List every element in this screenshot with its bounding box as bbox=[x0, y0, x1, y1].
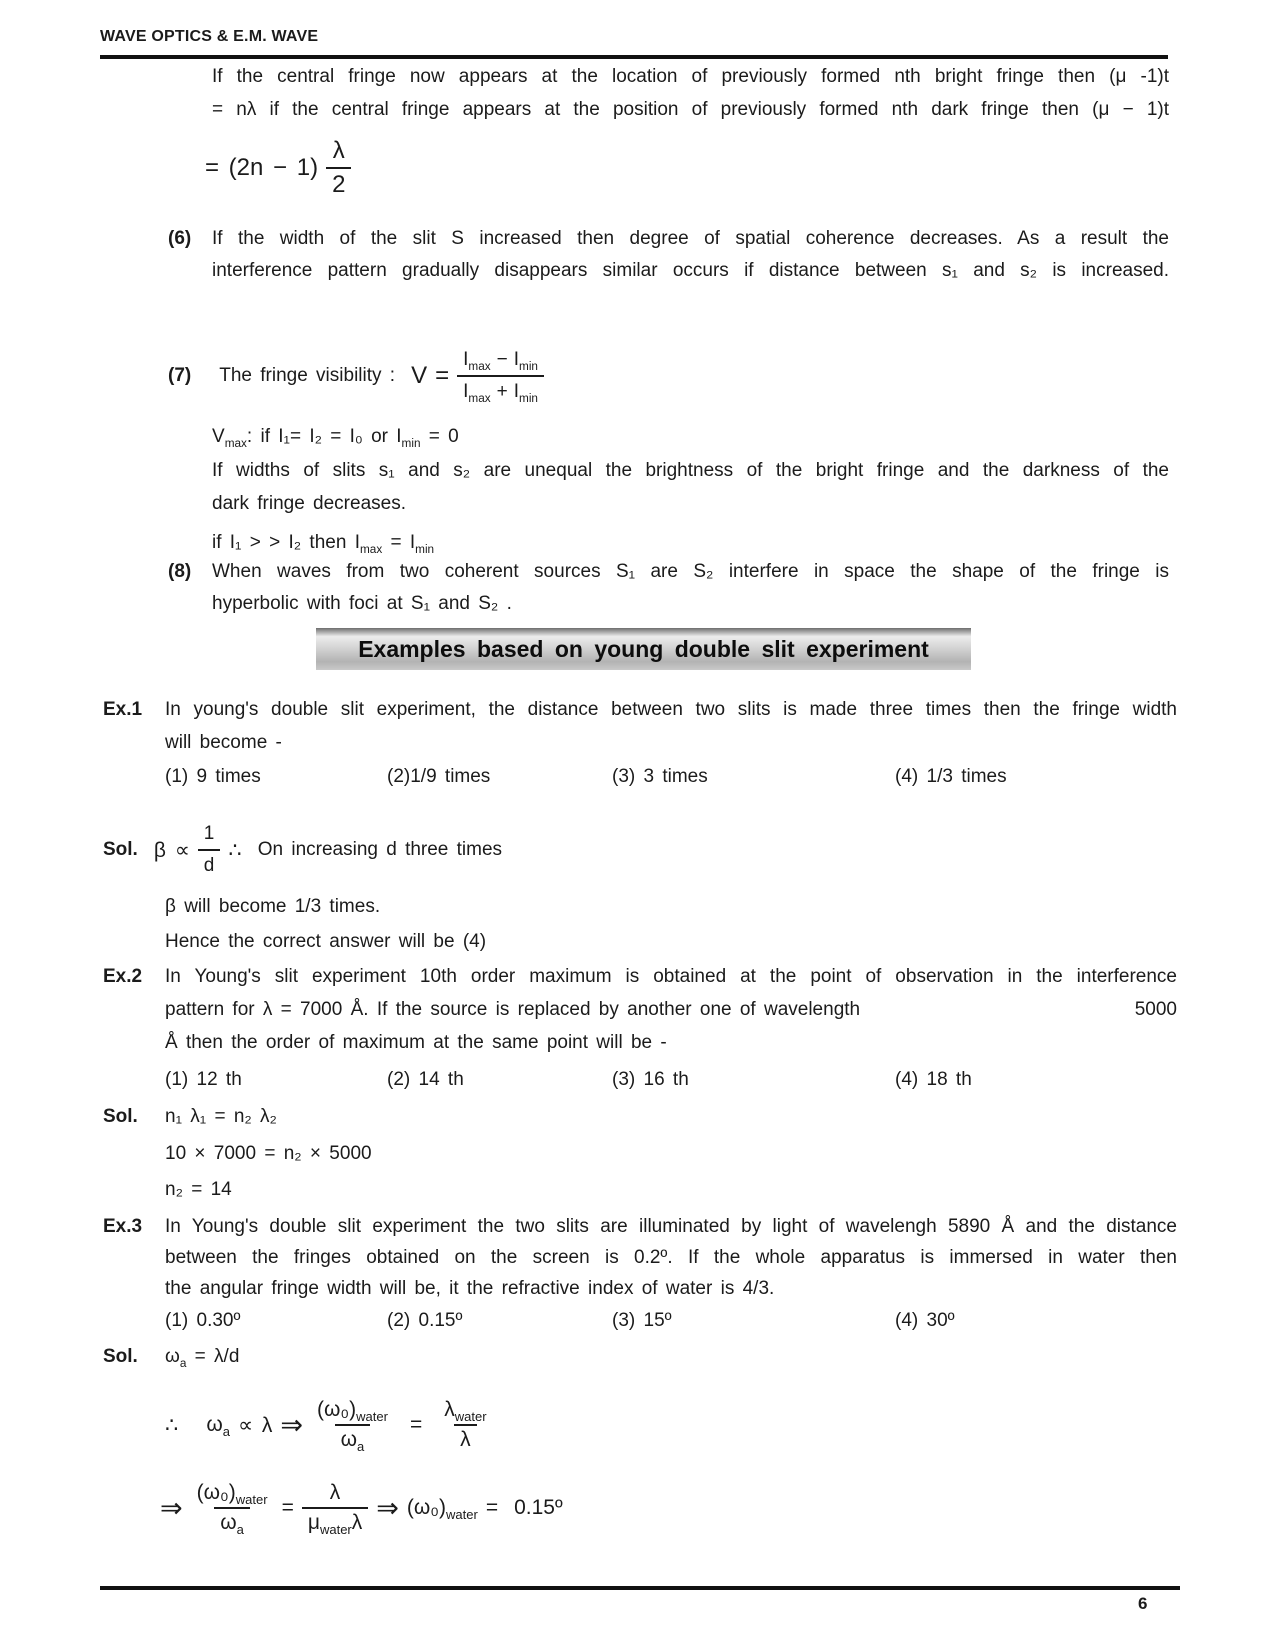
intro-line-1: If the central fringe now appears at the location of previously formed nth bright fringe then (μ -1)t bbox=[212, 66, 1169, 87]
ex2-option-3: (3) 16 th bbox=[612, 1069, 689, 1090]
fraction-numerator: 1 bbox=[203, 823, 215, 844]
symbol-lambda: λ bbox=[444, 1398, 455, 1421]
equals-sign: = bbox=[485, 1496, 499, 1519]
sol1-row bbox=[103, 818, 502, 882]
item-7-row bbox=[168, 340, 544, 412]
intro-line-2: = nλ if the central fringe appears at the position of previously formed nth dark fringe then (μ − 1)t bbox=[212, 99, 1169, 120]
item-8-line-2: hyperbolic with foci at S₁ and S₂ . bbox=[212, 593, 512, 614]
item-8-line-1: When waves from two coherent sources S₁ are S₂ interfere in space the shape of the fringe is bbox=[212, 561, 1169, 582]
omega-zero-paren: (ω₀) bbox=[317, 1398, 357, 1421]
implies-arrow: ⇒ bbox=[376, 1492, 399, 1523]
ex2-option-2: (2) 14 th bbox=[387, 1069, 464, 1090]
item-8-marker: (8) bbox=[168, 561, 192, 582]
result-value: 0.15º bbox=[514, 1496, 563, 1519]
subscript-min: min bbox=[519, 391, 538, 405]
equals-sign: = bbox=[409, 1413, 423, 1436]
symbol-lambda: λ bbox=[460, 1428, 471, 1451]
omega-water-result bbox=[406, 1496, 478, 1523]
ex3-line-2: between the fringes obtained on the screen is 0.2º. If the whole apparatus is immersed in water then bbox=[165, 1247, 1177, 1268]
subscript-max: max bbox=[224, 436, 247, 450]
symbol-lambda: λ bbox=[329, 1481, 341, 1504]
vmax-condition-end: = 0 bbox=[420, 426, 459, 447]
ex3-options-row bbox=[165, 1308, 1177, 1334]
ex2-option-4: (4) 18 th bbox=[895, 1069, 972, 1090]
item-6-line-2: interference pattern gradually disappears similar occurs if distance between s₁ and s₂ is increased. bbox=[212, 260, 1169, 281]
implies-arrow: ⇒ bbox=[280, 1409, 303, 1440]
sol2-line-3: n₂ = 14 bbox=[165, 1179, 232, 1200]
visibility-v: V bbox=[411, 362, 428, 389]
ex3-option-4: (4) 30º bbox=[895, 1310, 955, 1331]
vmax-condition-line bbox=[212, 424, 459, 450]
sol1-text: On increasing d three times bbox=[257, 839, 503, 860]
ex3-option-3: (3) 15º bbox=[612, 1310, 672, 1331]
symbol-lambda: λ bbox=[351, 1511, 363, 1534]
subscript-min: min bbox=[415, 542, 435, 556]
subscript-min: min bbox=[519, 359, 538, 373]
symbol-mu: μ bbox=[307, 1511, 320, 1534]
ex2-option-1: (1) 12 th bbox=[165, 1069, 242, 1090]
item-7-marker: (7) bbox=[168, 365, 192, 386]
page-number: 6 bbox=[1138, 1594, 1148, 1613]
vmax-condition-text: : if I₁= I₂ = I₀ or I bbox=[246, 426, 402, 447]
sol1-line-2: β will become 1/3 times. bbox=[165, 896, 381, 917]
plus-sign: + bbox=[496, 381, 508, 402]
ex2-line-2 bbox=[165, 997, 1177, 1023]
subscript-a: a bbox=[222, 1424, 231, 1440]
ex1-option-2: (2)1/9 times bbox=[387, 766, 491, 787]
therefore-sign: ∴ bbox=[165, 1413, 179, 1437]
sol3-formula-2 bbox=[160, 1468, 563, 1548]
sol3-head-rest: = λ/d bbox=[186, 1346, 240, 1367]
sol3-head-line bbox=[165, 1344, 239, 1370]
sol2-marker: Sol. bbox=[103, 1106, 138, 1127]
fraction-denominator bbox=[302, 1507, 368, 1538]
subscript-max: max bbox=[468, 391, 491, 405]
symbol-I: I bbox=[463, 381, 469, 402]
page-title: WAVE OPTICS & E.M. WAVE bbox=[100, 28, 319, 45]
subscript-water: water bbox=[356, 1409, 388, 1425]
minus-sign: − bbox=[496, 349, 508, 370]
proportional-lambda: ∝ λ bbox=[238, 1413, 273, 1437]
subscript-a: a bbox=[236, 1522, 244, 1538]
symbol-omega: ω bbox=[340, 1428, 358, 1451]
header-rule bbox=[100, 55, 1168, 59]
ex1-marker: Ex.1 bbox=[103, 699, 143, 720]
footer-rule bbox=[100, 1586, 1180, 1590]
ex1-line-2: will become - bbox=[165, 732, 282, 753]
condition-equals: = I bbox=[382, 532, 416, 553]
therefore-sign: ∴ bbox=[228, 838, 242, 862]
ex2-marker: Ex.2 bbox=[103, 966, 143, 987]
ex3-marker: Ex.3 bbox=[103, 1216, 143, 1237]
formula-2n-minus-1 bbox=[205, 138, 351, 198]
implies-arrow: ⇒ bbox=[160, 1492, 183, 1523]
fraction-lambda-water-over-lambda bbox=[438, 1398, 492, 1452]
ex2-line-3: Å then the order of maximum at the same point will be - bbox=[165, 1032, 667, 1053]
symbol-omega: ω bbox=[220, 1511, 237, 1534]
item-6-line-1: If the width of the slit S increased then degree of spatial coherence decreases. As a result the bbox=[212, 228, 1169, 249]
ex1-option-4: (4) 1/3 times bbox=[895, 766, 1007, 787]
fraction-numerator: λ bbox=[332, 137, 345, 164]
subscript-min: min bbox=[401, 436, 421, 450]
subscript-water: water bbox=[319, 1522, 352, 1538]
subscript-max: max bbox=[359, 542, 383, 556]
fraction-1-over-d bbox=[198, 821, 221, 879]
symbol-I: I bbox=[513, 381, 520, 402]
unequal-widths-line-1: If widths of slits s₁ and s₂ are unequal the brightness of the bright fringe and the darkness of the bbox=[212, 460, 1169, 481]
fraction-denominator: d bbox=[198, 849, 221, 879]
fraction-denominator bbox=[454, 1424, 477, 1452]
ex3-line-3: the angular fringe width will be, it the refractive index of water is 4/3. bbox=[165, 1278, 775, 1299]
item-7-label: The fringe visibility : bbox=[219, 365, 396, 386]
ex3-option-2: (2) 0.15º bbox=[387, 1310, 463, 1331]
symbol-V: V bbox=[212, 426, 225, 447]
item-6-marker: (6) bbox=[168, 228, 192, 249]
fraction-denominator: 2 bbox=[326, 167, 351, 199]
sol2-line-1: n₁ λ₁ = n₂ λ₂ bbox=[165, 1106, 277, 1127]
subscript-a: a bbox=[179, 1356, 187, 1370]
ex2-line-2-text: pattern for λ = 7000 Å. If the source is replaced by another one of wavelength bbox=[165, 999, 861, 1020]
omega-a-term bbox=[206, 1413, 231, 1440]
symbol-omega: ω bbox=[165, 1346, 180, 1367]
fraction-lambda-over-2 bbox=[326, 137, 351, 199]
ex2-line-1: In Young's slit experiment 10th order maximum is obtained at the point of observation in the interference bbox=[165, 966, 1177, 987]
symbol-I: I bbox=[513, 349, 520, 370]
unequal-widths-line-2: dark fringe decreases. bbox=[212, 493, 406, 514]
sol1-marker: Sol. bbox=[103, 839, 138, 860]
symbol-omega: ω bbox=[206, 1413, 223, 1436]
fraction-numerator bbox=[438, 1398, 492, 1424]
symbol-I: I bbox=[463, 349, 469, 370]
ex2-options-row bbox=[165, 1067, 1177, 1093]
subscript-water: water bbox=[235, 1492, 268, 1508]
sol1-line-3: Hence the correct answer will be (4) bbox=[165, 931, 487, 952]
equals-sign: = bbox=[435, 362, 450, 389]
ex1-option-3: (3) 3 times bbox=[612, 766, 708, 787]
fraction-omega-water-over-omega-a bbox=[311, 1398, 394, 1455]
subscript-max: max bbox=[468, 359, 491, 373]
fraction-lambda-over-mu-water-lambda bbox=[302, 1481, 368, 1538]
section-title: Examples based on young double slit experiment bbox=[358, 635, 929, 662]
fraction-denominator bbox=[214, 1507, 250, 1538]
formula-lead: = (2n − 1) bbox=[205, 154, 319, 181]
omega-zero-paren: (ω₀) bbox=[196, 1481, 236, 1504]
condition-text: if I₁ > > I₂ then I bbox=[212, 532, 360, 553]
sol3-formula-1 bbox=[165, 1390, 493, 1460]
ex1-option-1: (1) 9 times bbox=[165, 766, 261, 787]
subscript-water: water bbox=[454, 1409, 487, 1425]
fraction-denominator bbox=[335, 1424, 371, 1455]
fraction-visibility bbox=[457, 347, 544, 405]
fraction-numerator bbox=[457, 347, 544, 375]
subscript-water: water bbox=[446, 1507, 478, 1523]
fraction-numerator bbox=[324, 1481, 347, 1507]
fraction-numerator bbox=[191, 1481, 274, 1507]
ex1-line-1: In young's double slit experiment, the distance between two slits is made three times then the fringe width bbox=[165, 699, 1177, 720]
fraction-denominator bbox=[457, 375, 544, 405]
ex3-line-1: In Young's double slit experiment the two slits are illuminated by light of wavelengh 5890 Å and the distance bbox=[165, 1216, 1177, 1237]
sol2-line-2: 10 × 7000 = n₂ × 5000 bbox=[165, 1143, 372, 1164]
omega-zero-paren: (ω₀) bbox=[406, 1496, 446, 1519]
intensity-condition-line bbox=[212, 530, 434, 556]
fraction-numerator bbox=[311, 1398, 394, 1424]
ex3-option-1: (1) 0.30º bbox=[165, 1310, 241, 1331]
ex2-wavelength-value: 5000 bbox=[1134, 999, 1177, 1020]
sol3-marker: Sol. bbox=[103, 1346, 138, 1367]
subscript-a: a bbox=[357, 1439, 365, 1455]
section-title-banner bbox=[316, 628, 971, 670]
fraction-omega-water-over-omega-a bbox=[191, 1481, 274, 1538]
ex1-options-row bbox=[165, 764, 1177, 790]
equals-sign: = bbox=[281, 1496, 294, 1519]
beta-proportional: β ∝ bbox=[153, 838, 190, 862]
